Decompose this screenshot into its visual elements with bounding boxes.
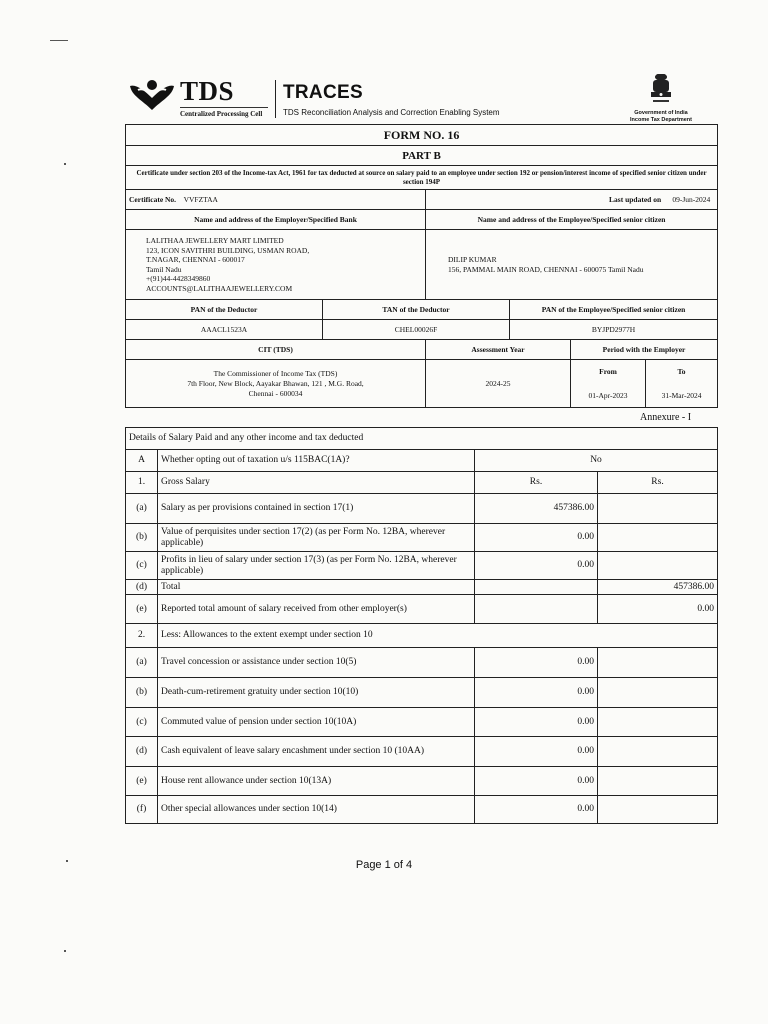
row-label: Cash equivalent of leave salary encashment under section 10 (10AA) xyxy=(158,737,475,767)
row-number: (a) xyxy=(126,648,158,678)
scan-mark xyxy=(64,163,66,165)
row-label: Other special allowances under section 10(14) xyxy=(158,796,475,824)
period-to: 31-Mar-2024 xyxy=(646,384,718,408)
form16-header-table xyxy=(125,124,718,408)
row-number: A xyxy=(126,450,158,472)
row-value: 0.00 xyxy=(475,796,598,824)
row-label: Salary as per provisions contained in section 17(1) xyxy=(158,494,475,524)
row-label: Less: Allowances to the extent exempt under section 10 xyxy=(158,624,718,648)
empty-cell xyxy=(598,796,718,824)
employer-line: LALITHAA JEWELLERY MART LIMITED xyxy=(146,236,284,245)
row-label: Profits in lieu of salary under section 17(3) (as per Form No. 12BA, wherever applicable) xyxy=(158,552,475,580)
tan-deductor: CHEL00026F xyxy=(323,320,510,340)
tan-deductor-label: TAN of the Deductor xyxy=(323,300,510,320)
employee-address xyxy=(426,230,718,300)
row-label: Whether opting out of taxation u/s 115BAC(1A)? xyxy=(158,450,475,472)
tds-tagline: Centralized Processing Cell xyxy=(180,110,263,118)
empty-cell xyxy=(598,678,718,708)
last-updated-cell xyxy=(426,190,718,210)
page-number: Page 1 of 4 xyxy=(355,859,413,871)
pan-employee: BYJPD2977H xyxy=(510,320,718,340)
cit-label: CIT (TDS) xyxy=(126,340,426,360)
row-value: 0.00 xyxy=(475,552,598,580)
empty-cell xyxy=(598,524,718,552)
row-label: Reported total amount of salary received from other employer(s) xyxy=(158,595,475,624)
row-value: 0.00 xyxy=(475,708,598,737)
empty-cell xyxy=(598,767,718,796)
employer-address xyxy=(126,230,426,300)
empty-cell xyxy=(598,648,718,678)
salary-heading: Details of Salary Paid and any other income and tax deducted xyxy=(126,428,718,450)
employer-heading: Name and address of the Employer/Specified Bank xyxy=(126,210,426,230)
certificate-no: VVFZTAA xyxy=(183,195,218,204)
national-emblem-icon xyxy=(647,72,675,106)
annexure-label: Annexure - I xyxy=(640,412,692,423)
to-label: To xyxy=(646,360,718,384)
row-number: (c) xyxy=(126,708,158,737)
empty-cell xyxy=(598,494,718,524)
cit-line: Chennai - 600034 xyxy=(248,388,303,398)
row-label: Total xyxy=(158,580,475,595)
employer-line: T.NAGAR, CHENNAI - 600017 xyxy=(146,255,245,264)
row-number: 2. xyxy=(126,624,158,648)
traces-subtitle: TDS Reconciliation Analysis and Correction Enabling System xyxy=(283,108,500,117)
employer-line: +(91)44-4428349860 xyxy=(146,274,211,283)
cit-address xyxy=(126,360,426,408)
assessment-year-label: Assessment Year xyxy=(426,340,571,360)
assessment-year: 2024-25 xyxy=(426,360,571,408)
row-value: 0.00 xyxy=(475,737,598,767)
certificate-cell xyxy=(126,190,426,210)
row-value: 457386.00 xyxy=(475,494,598,524)
last-updated-date: 09-Jun-2024 xyxy=(672,195,711,204)
employer-line: 123, ICON SAVITHRI BUILDING, USMAN ROAD, xyxy=(146,245,310,255)
row-label: Commuted value of pension under section 10(10A) xyxy=(158,708,475,737)
gov-line-1: Government of India xyxy=(634,110,688,116)
row-number: (d) xyxy=(126,737,158,767)
employee-heading: Name and address of the Employee/Specified senior citizen xyxy=(426,210,718,230)
form-title: FORM NO. 16 xyxy=(126,125,718,146)
government-label xyxy=(616,110,706,123)
row-label: Travel concession or assistance under section 10(5) xyxy=(158,648,475,678)
empty-cell xyxy=(475,580,598,595)
empty-cell xyxy=(598,737,718,767)
cit-line: 7th Floor, New Block, Aayakar Bhawan, 121 , M.G. Road, xyxy=(187,378,364,388)
empty-cell xyxy=(598,552,718,580)
row-label: House rent allowance under section 10(13A) xyxy=(158,767,475,796)
opting-out-value: No xyxy=(475,450,718,472)
traces-title: TRACES xyxy=(283,82,363,103)
rs-header: Rs. xyxy=(475,472,598,494)
salary-details-table xyxy=(125,427,718,824)
total-value: 457386.00 xyxy=(598,580,718,595)
row-number: (d) xyxy=(126,580,158,595)
pan-deductor-label: PAN of the Deductor xyxy=(126,300,323,320)
row-label: Death-cum-retirement gratuity under section 10(10) xyxy=(158,678,475,708)
period-from: 01-Apr-2023 xyxy=(571,384,646,408)
row-label: Value of perquisites under section 17(2) (as per Form No. 12BA, wherever applicable) xyxy=(158,524,475,552)
period-label: Period with the Employer xyxy=(571,340,718,360)
employee-name: DILIP KUMAR xyxy=(448,254,497,264)
rs-header: Rs. xyxy=(598,472,718,494)
row-number: (f) xyxy=(126,796,158,824)
header-divider xyxy=(275,80,276,118)
certificate-description: Certificate under section 203 of the Income-tax Act, 1961 for tax deducted at source on salary paid to an employee under section 192 or pension/interest income of specified senior citizen under section 194P xyxy=(126,166,718,190)
row-number: (b) xyxy=(126,524,158,552)
gov-line-2: Income Tax Department xyxy=(630,116,692,123)
row-number: (c) xyxy=(126,552,158,580)
employer-line: Tamil Nadu xyxy=(146,264,182,274)
row-number: (e) xyxy=(126,767,158,796)
row-label: Gross Salary xyxy=(158,472,475,494)
row-number: 1. xyxy=(126,472,158,494)
last-updated-label: Last updated on xyxy=(609,195,662,204)
tds-logo-text: TDS xyxy=(180,76,235,106)
row-value: 0.00 xyxy=(475,524,598,552)
pan-deductor: AAACL1523A xyxy=(126,320,323,340)
scan-mark xyxy=(50,40,68,41)
certificate-label: Certificate No. xyxy=(129,195,177,204)
empty-cell xyxy=(475,595,598,624)
row-number: (a) xyxy=(126,494,158,524)
pan-employee-label: PAN of the Employee/Specified senior citizen xyxy=(510,300,718,320)
row-value: 0.00 xyxy=(598,595,718,624)
row-number: (b) xyxy=(126,678,158,708)
employee-line: 156, PAMMAL MAIN ROAD, CHENNAI - 600075 Tamil Nadu xyxy=(448,264,644,274)
employer-line: ACCOUNTS@LALITHAAJEWELLERY.COM xyxy=(146,283,293,293)
empty-cell xyxy=(598,708,718,737)
page-header xyxy=(128,72,718,122)
row-value: 0.00 xyxy=(475,648,598,678)
scan-mark xyxy=(64,950,66,952)
tds-logo-icon xyxy=(128,76,176,112)
row-value: 0.00 xyxy=(475,678,598,708)
row-number: (e) xyxy=(126,595,158,624)
tds-logo-rule xyxy=(180,107,268,108)
from-label: From xyxy=(571,360,646,384)
row-value: 0.00 xyxy=(475,767,598,796)
cit-line: The Commissioner of Income Tax (TDS) xyxy=(213,368,338,378)
form-part: PART B xyxy=(126,146,718,166)
